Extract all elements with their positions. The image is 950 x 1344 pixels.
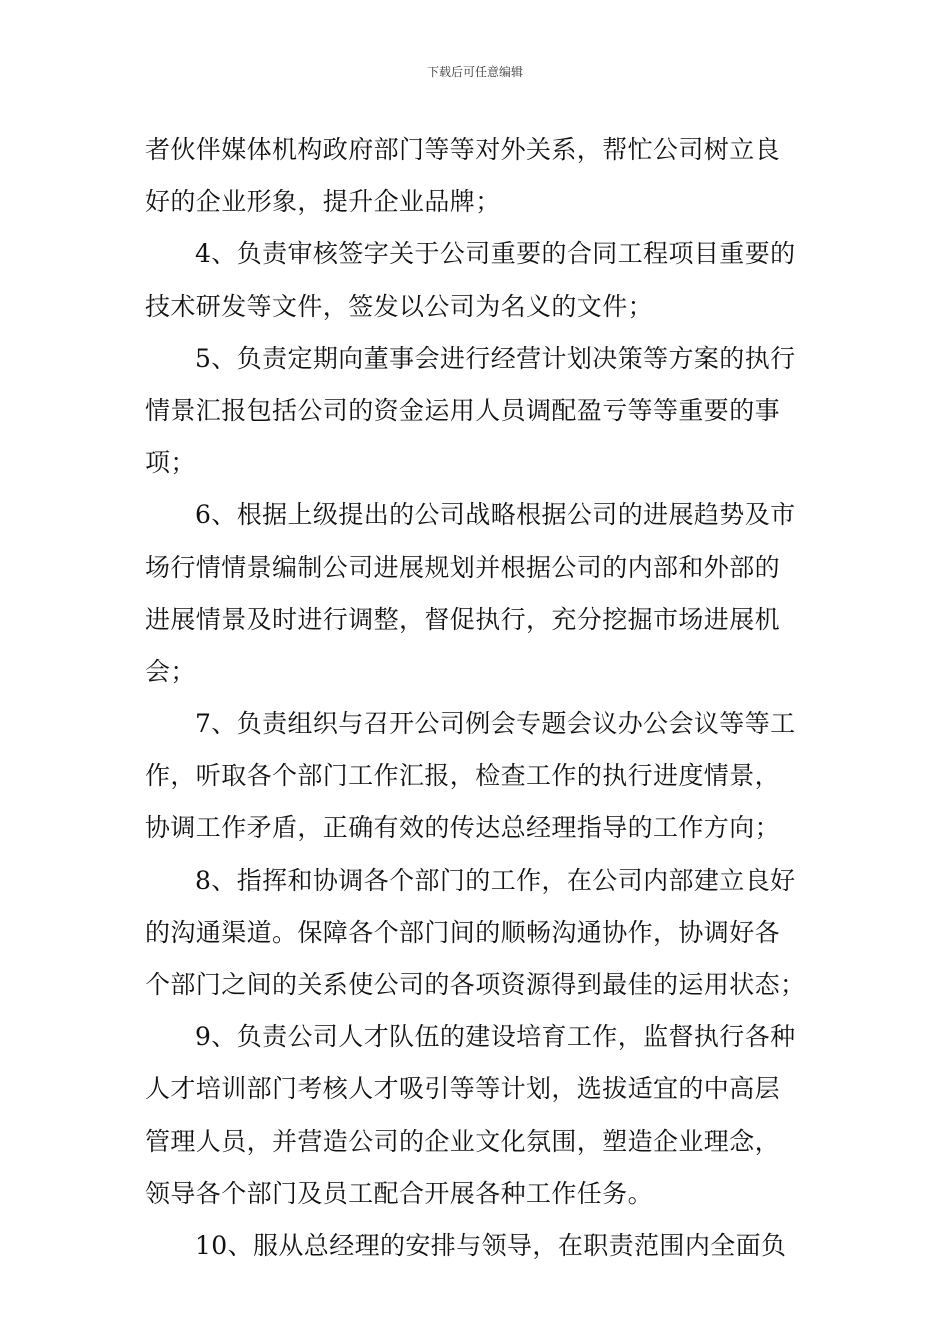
text-line: 者伙伴媒体机构政府部门等等对外关系，帮忙公司树立良 xyxy=(145,135,781,164)
text-line: 4、负责审核签字关于公司重要的合同工程项目重要的 xyxy=(195,239,796,269)
text-line: 项； xyxy=(145,448,196,478)
text-line: 好的企业形象，提升企业品牌； xyxy=(145,187,501,217)
page-header: 下载后可任意编辑 xyxy=(426,65,523,79)
text-line: 作，听取各个部门工作汇报，检查工作的执行进度情景， xyxy=(145,761,781,791)
text-line: 领导各个部门及员工配合开展各种工作任务。 xyxy=(145,1178,654,1208)
text-line: 7、负责组织与召开公司例会专题会议办公会议等等工 xyxy=(195,709,796,739)
text-line: 场行情情景编制公司进展规划并根据公司的内部和外部的 xyxy=(145,552,781,582)
text-line: 10、服从总经理的安排与领导，在职责范围内全面负 xyxy=(195,1230,787,1260)
text-line: 管理人员，并营造公司的企业文化氛围，塑造企业理念， xyxy=(145,1126,781,1156)
text-line: 6、根据上级提出的公司战略根据公司的进展趋势及市 xyxy=(195,500,796,530)
document-body xyxy=(145,124,807,1272)
text-line: 个部门之间的关系使公司的各项资源得到最佳的运用状态； xyxy=(145,970,806,999)
text-line: 进展情景及时进行调整，督促执行，充分挖掘市场进展机 xyxy=(145,604,781,634)
text-line: 8、指挥和协调各个部门的工作，在公司内部建立良好 xyxy=(195,865,796,895)
text-line: 人才培训部门考核人才吸引等等计划，选拔适宜的中高层 xyxy=(145,1074,781,1104)
text-line: 技术研发等文件，签发以公司为名义的文件； xyxy=(145,291,654,321)
text-line: 5、负责定期向董事会进行经营计划决策等方案的执行 xyxy=(195,343,796,373)
text-line: 协调工作矛盾，正确有效的传达总经理指导的工作方向； xyxy=(145,813,781,843)
text-line: 情景汇报包括公司的资金运用人员调配盈亏等等重要的事 xyxy=(145,395,781,425)
text-line: 9、负责公司人才队伍的建设培育工作，监督执行各种 xyxy=(195,1022,796,1052)
text-line: 的沟通渠道。保障各个部门间的顺畅沟通协作，协调好各 xyxy=(145,917,781,947)
text-line: 会； xyxy=(145,656,196,686)
